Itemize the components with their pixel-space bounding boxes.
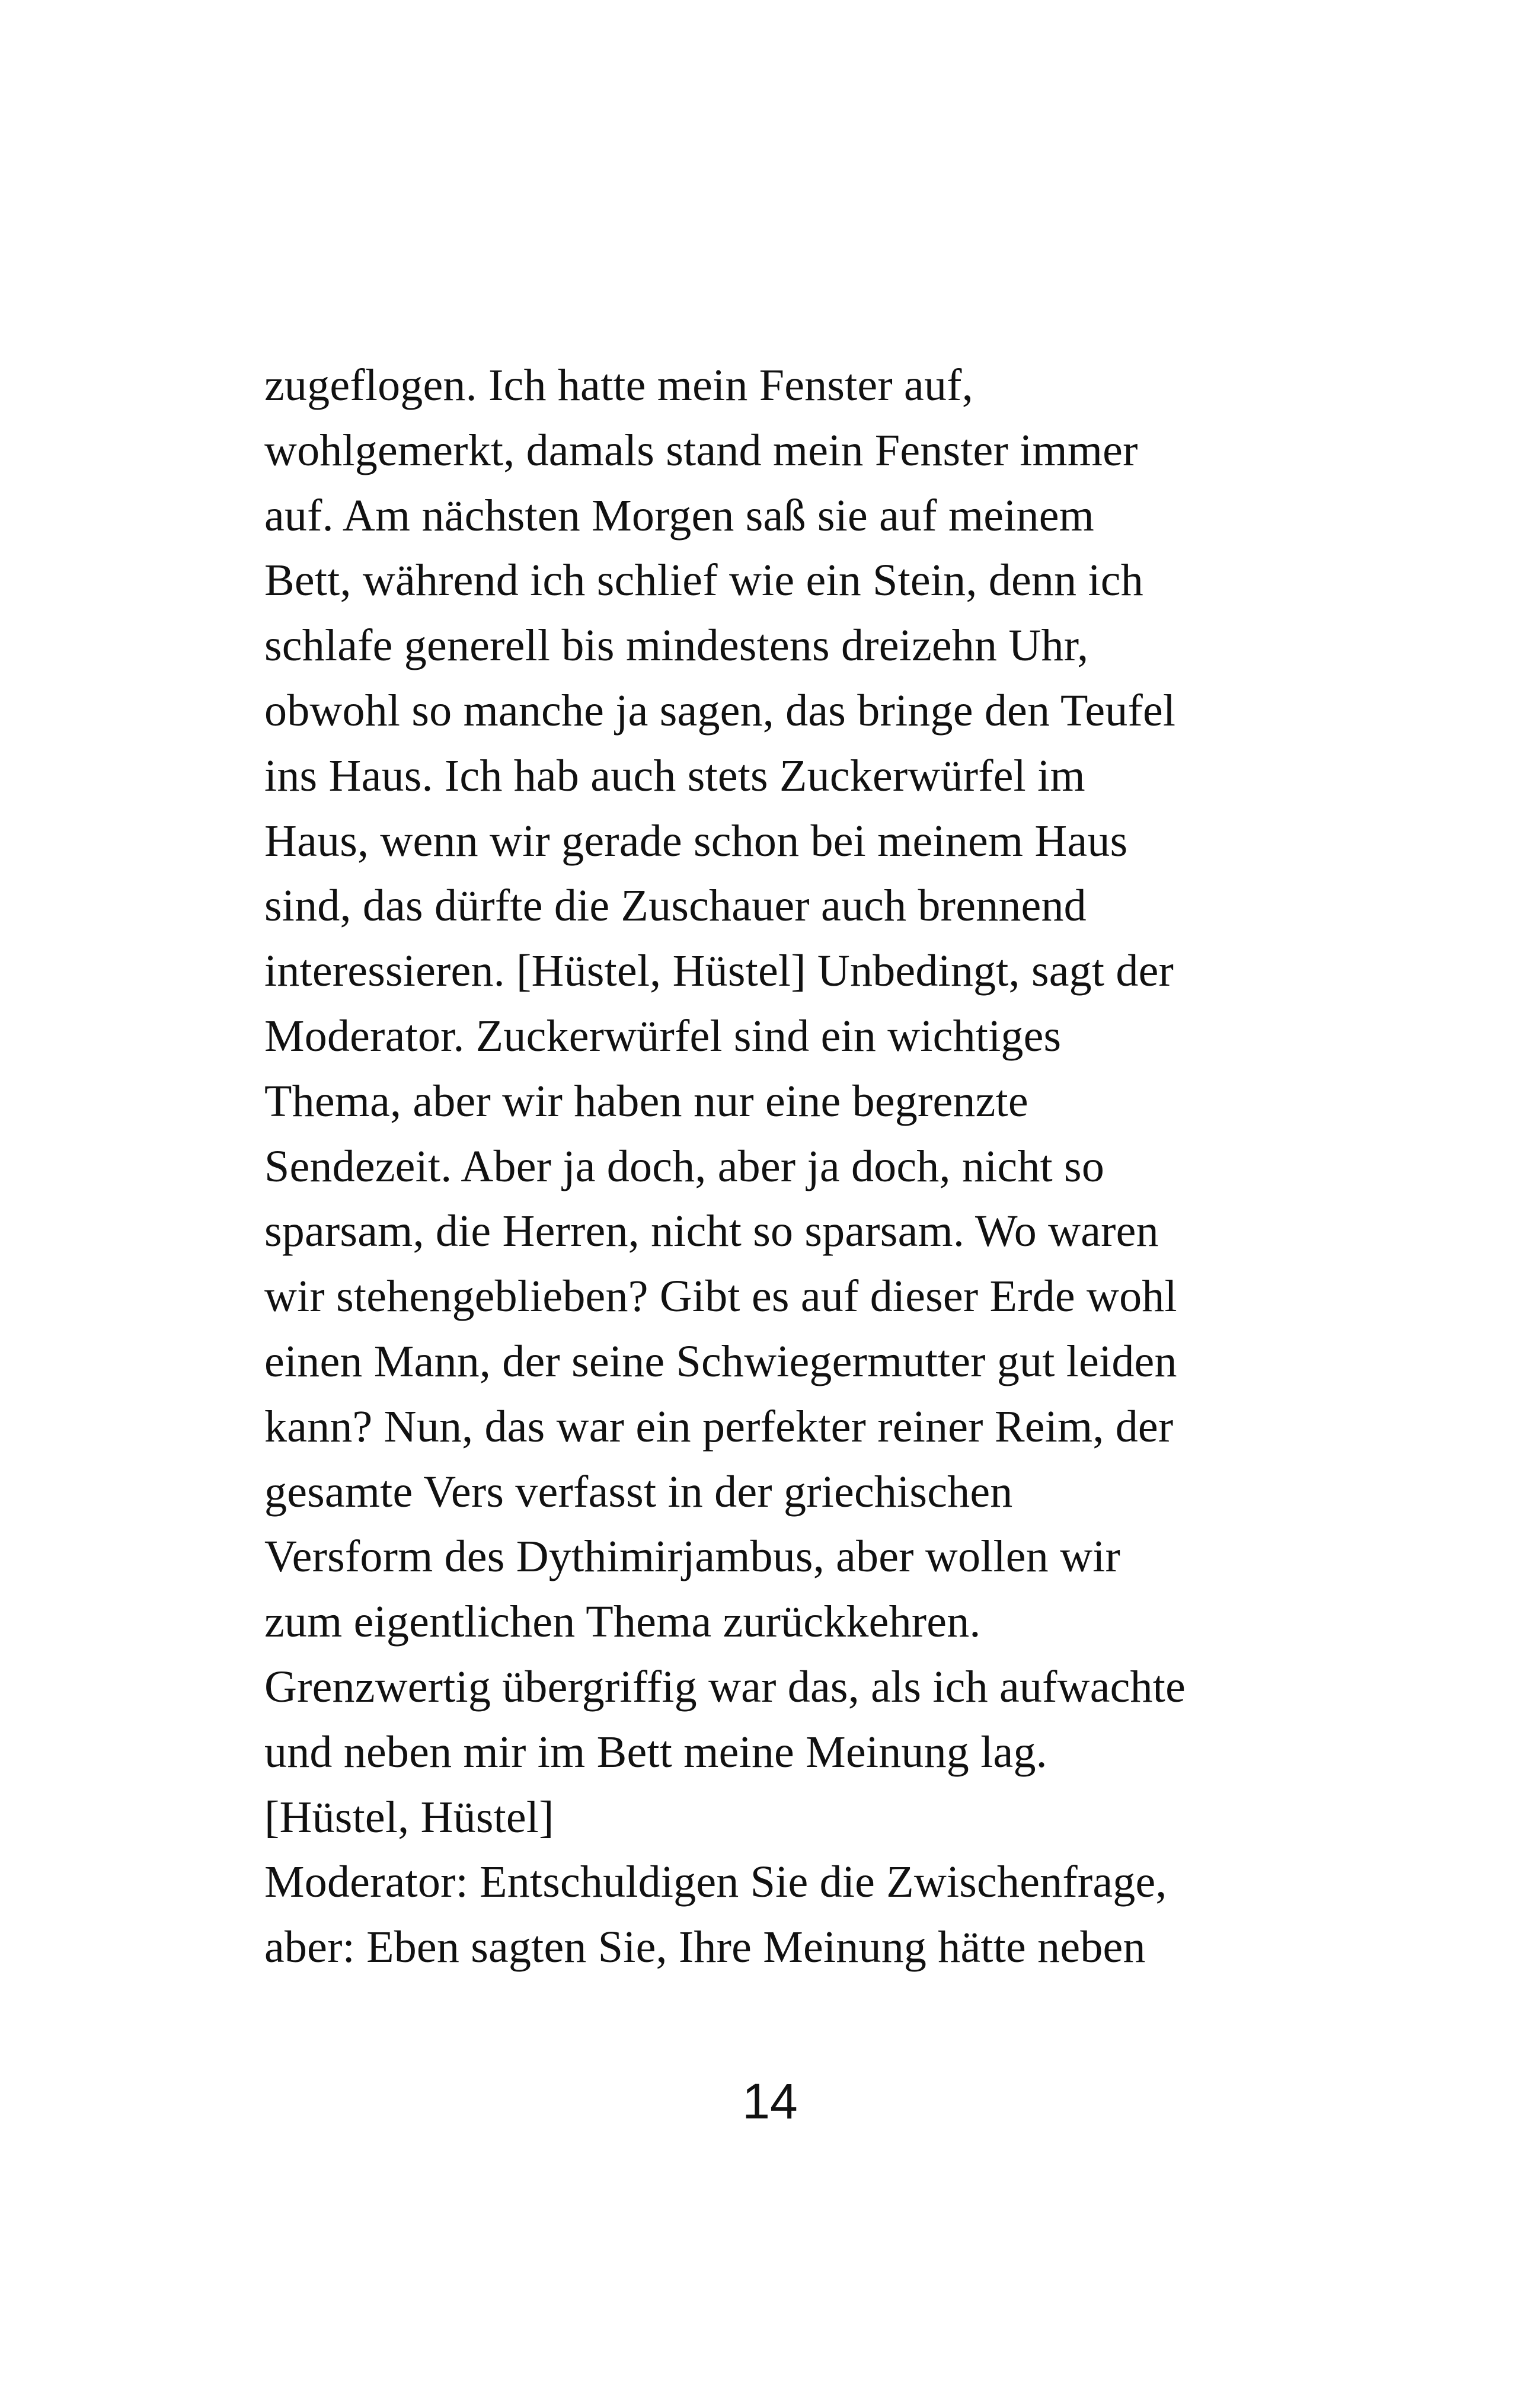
text-line: Moderator: Entschuldigen Sie die Zwischenfrage, xyxy=(264,1857,1167,1907)
text-line: Grenzwertig übergriffig war das, als ich aufwachte xyxy=(264,1661,1186,1712)
text-line: sparsam, die Herren, nicht so sparsam. Wo waren xyxy=(264,1206,1159,1257)
text-line: Bett, während ich schlief wie ein Stein, denn ich xyxy=(264,555,1143,606)
text-line: [Hüstel, Hüstel] xyxy=(264,1792,554,1842)
text-line: sind, das dürfte die Zuschauer auch brennend xyxy=(264,881,1087,931)
body-text xyxy=(264,353,1331,1980)
text-line: Sendezeit. Aber ja doch, aber ja doch, nicht so xyxy=(264,1141,1105,1191)
text-line: aber: Eben sagten Sie, Ihre Meinung hätte neben xyxy=(264,1922,1146,1973)
page-number: 14 xyxy=(742,2073,798,2129)
text-line: kann? Nun, das war ein perfekter reiner Reim, der xyxy=(264,1401,1174,1452)
text-line: Moderator. Zuckerwürfel sind ein wichtiges xyxy=(264,1011,1062,1061)
text-line: einen Mann, der seine Schwiegermutter gut leiden xyxy=(264,1336,1177,1386)
text-line: auf. Am nächsten Morgen saß sie auf meinem xyxy=(264,490,1094,541)
text-line: ins Haus. Ich hab auch stets Zuckerwürfel im xyxy=(264,750,1085,801)
text-line: schlafe generell bis mindestens dreizehn Uhr, xyxy=(264,621,1089,671)
text-line: Versform des Dythimirjambus, aber wollen wir xyxy=(264,1532,1121,1582)
text-line: interessieren. [Hüstel, Hüstel] Unbedingt, sagt der xyxy=(264,946,1174,996)
text-line: zugeflogen. Ich hatte mein Fenster auf, xyxy=(264,360,973,410)
text-line: gesamte Vers verfasst in der griechischen xyxy=(264,1466,1013,1517)
text-line: wir stehengeblieben? Gibt es auf dieser Erde wohl xyxy=(264,1271,1177,1322)
text-line: Haus, wenn wir gerade schon bei meinem Haus xyxy=(264,816,1128,866)
text-line: wohlgemerkt, damals stand mein Fenster immer xyxy=(264,425,1138,475)
text-line: obwohl so manche ja sagen, das bringe den Teufel xyxy=(264,685,1176,736)
text-line: zum eigentlichen Thema zurückkehren. xyxy=(264,1597,981,1647)
text-line: Thema, aber wir haben nur eine begrenzte xyxy=(264,1076,1028,1126)
text-line: und neben mir im Bett meine Meinung lag. xyxy=(264,1727,1047,1777)
